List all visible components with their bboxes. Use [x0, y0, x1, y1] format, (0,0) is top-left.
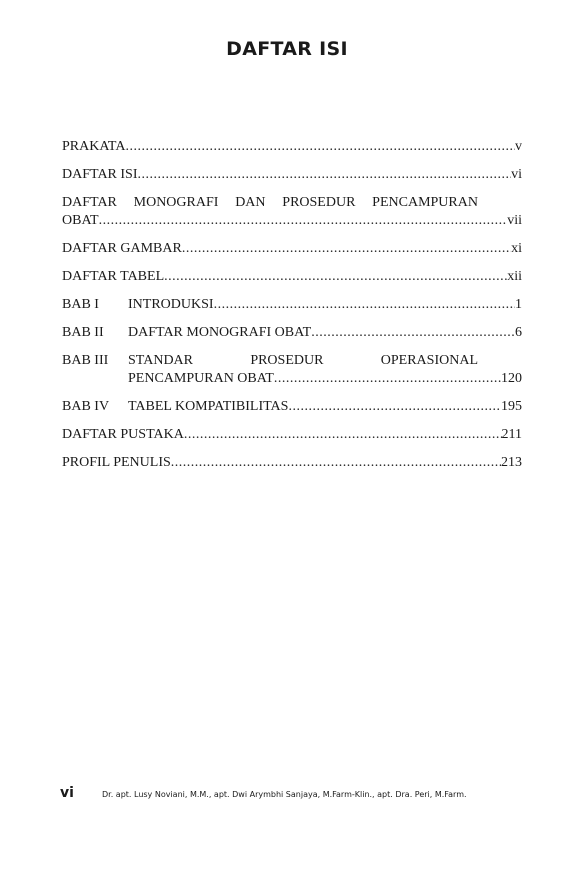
toc-label: TABEL KOMPATIBILITAS — [128, 399, 289, 414]
toc-entry-prakata[interactable] — [62, 138, 522, 156]
toc-label: DAFTAR PUSTAKA — [62, 427, 184, 442]
toc-page: 195 — [501, 399, 522, 414]
toc-entry-gambar[interactable] — [62, 240, 522, 258]
chapter-number: BAB I — [62, 297, 99, 312]
toc-label: INTRODUKSI — [128, 297, 214, 312]
toc-label: DAFTAR ISI — [62, 167, 138, 182]
toc-entry-bab-3[interactable] — [62, 352, 522, 388]
toc-page: 6 — [515, 325, 522, 340]
toc-page: vi — [511, 167, 522, 182]
toc-label: DAFTAR TABEL — [62, 269, 165, 284]
toc-leader — [214, 296, 515, 314]
toc-entry-tabel[interactable] — [62, 268, 522, 286]
chapter-number: BAB IV — [62, 399, 110, 414]
toc-entry-pustaka[interactable] — [62, 426, 522, 444]
toc-page: xii — [507, 269, 522, 284]
toc-entry-bab-1[interactable] — [62, 296, 522, 314]
toc-page: 120 — [501, 371, 522, 386]
toc-label: PRAKATA — [62, 139, 126, 154]
toc-leader — [125, 138, 515, 156]
toc-leader — [99, 212, 508, 230]
chapter-number: BAB II — [62, 325, 104, 340]
toc-leader — [164, 268, 507, 286]
toc-leader — [288, 398, 501, 416]
toc-leader — [171, 454, 501, 472]
page-footer — [60, 785, 530, 801]
toc-page: 213 — [501, 455, 522, 470]
toc-entry-daftar-isi[interactable] — [62, 166, 522, 184]
toc-leader — [184, 426, 502, 444]
footer-page-number: vi — [60, 785, 74, 801]
toc-entry-monografi[interactable] — [62, 194, 522, 230]
toc-label-line1: STANDAR PROSEDUR OPERASIONAL — [128, 353, 478, 368]
toc-leader — [311, 324, 515, 342]
toc-entry-bab-2[interactable] — [62, 324, 522, 342]
toc-entry-bab-4[interactable] — [62, 398, 522, 416]
toc-page: 211 — [501, 427, 522, 442]
chapter-number: BAB III — [62, 353, 109, 368]
toc-label: PROFIL PENULIS — [62, 455, 171, 470]
toc-page: xi — [511, 241, 522, 256]
page-title: DAFTAR ISI — [226, 38, 348, 60]
toc-page: vii — [507, 213, 522, 228]
toc-leader — [182, 240, 511, 258]
toc-label-line1: DAFTAR MONOGRAFI DAN PROSEDUR PENCAMPURAN — [62, 195, 478, 210]
toc-page: v — [515, 139, 522, 154]
toc-leader — [274, 370, 501, 388]
toc-page: 1 — [515, 297, 522, 312]
toc-label: DAFTAR GAMBAR — [62, 241, 182, 256]
toc-label: DAFTAR MONOGRAFI OBAT — [128, 325, 312, 340]
toc-entry-profil[interactable] — [62, 454, 522, 472]
toc-label-line2: OBAT — [62, 213, 99, 228]
toc-label-line2: PENCAMPURAN OBAT — [128, 371, 274, 386]
toc-leader — [138, 166, 512, 184]
footer-authors: Dr. apt. Lusy Noviani, M.M., apt. Dwi Arymbhi Sanjaya, M.Farm-Klin., apt. Dra. Peri, M.Farm. — [102, 790, 467, 799]
